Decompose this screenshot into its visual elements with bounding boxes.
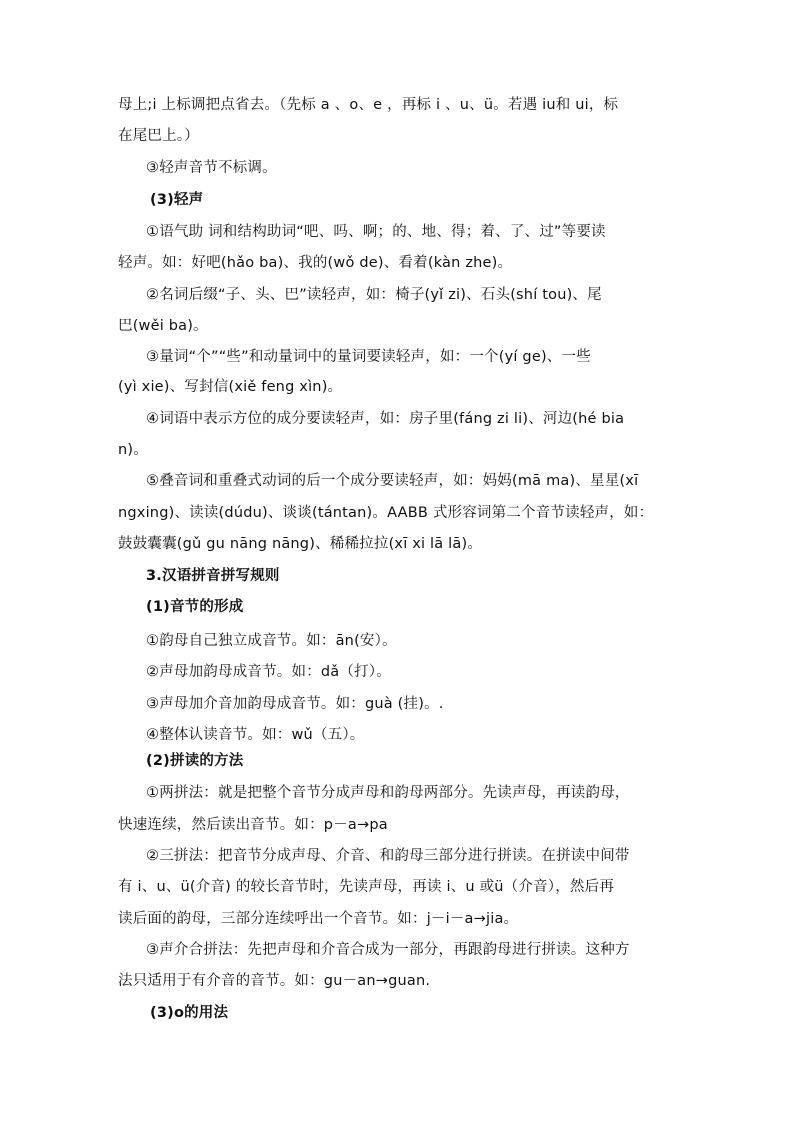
- text-line: ②名词后缀“子、头、巴”读轻声，如：椅子(yǐ zi)、石头(shí tou)、尾: [146, 287, 602, 303]
- text-line: ngxing)、读读(dúdu)、谈谈(tántan)。AABB 式形容词第二个音节读轻声，如：: [118, 505, 654, 521]
- text-line: 在尾巴上。）: [118, 128, 199, 144]
- text-line: 读后面的韵母，三部分连续呼出一个音节。如：j－i－a→jia。: [118, 911, 519, 927]
- text-line: ②三拼法：把音节分成声母、介音、和韵母三部分进行拼读。在拼读中间带: [146, 848, 630, 864]
- section-heading: (3)o的用法: [150, 1005, 229, 1021]
- text-line: ③声母加介音加韵母成音节。如：guà (挂)。.: [146, 696, 444, 712]
- text-line: 有 i、u、ü(介音) 的较长音节时，先读声母，再读 i、u 或ü（介音），然后再: [118, 879, 615, 895]
- text-line: ①两拼法：就是把整个音节分成声母和韵母两部分。先读声母，再读韵母，: [146, 785, 630, 801]
- text-line: ④整体认读音节。如：wǔ（五）。: [146, 727, 365, 743]
- text-line: n)。: [118, 442, 148, 458]
- section-heading: (2)拼读的方法: [146, 753, 244, 769]
- text-line: 鼓鼓囊囊(gǔ gu nāng nāng)、稀稀拉拉(xī xi lā lā)。: [118, 536, 483, 552]
- text-line: ①语气助 词和结构助词“吧、吗、啊；的、地、得；着、了、过”等要读: [146, 224, 606, 240]
- text-line: ⑤叠音词和重叠式动词的后一个成分要读轻声，如：妈妈(mā ma)、星星(xī: [146, 473, 639, 489]
- section-heading: 3.汉语拼音拼写规则: [146, 568, 280, 584]
- text-line: (yì xie)、写封信(xiě feng xìn)。: [118, 379, 343, 395]
- text-line: 快速连续，然后读出音节。如：p－a→pa: [118, 817, 388, 833]
- section-heading: (3)轻声: [150, 192, 204, 208]
- text-line: ③量词“个”“些”和动量词中的量词要读轻声，如：一个(yí ge)、一些: [146, 349, 591, 365]
- text-line: ②声母加韵母成音节。如：dǎ（打）。: [146, 664, 391, 680]
- text-line: 法只适用于有介音的音节。如：gu－an→guan.: [118, 973, 431, 989]
- text-line: 母上;i 上标调把点省去。（先标 a 、o、e ，再标 i 、u、ü。若遇 iu和 ui，标: [118, 97, 619, 113]
- text-line: ③轻声音节不标调。: [146, 160, 277, 176]
- text-line: ③声介合拼法：先把声母和介音合成为一部分，再跟韵母进行拼读。这种方: [146, 942, 630, 958]
- text-line: ①韵母自己独立成音节。如：ān(安）。: [146, 633, 397, 649]
- section-heading: (1)音节的形成: [146, 599, 244, 615]
- text-line: 巴(wěi ba)。: [118, 318, 208, 334]
- text-line: ④词语中表示方位的成分要读轻声，如：房子里(fáng zi li)、河边(hé bia: [146, 411, 625, 427]
- text-line: 轻声。如：好吧(hǎo ba)、我的(wǒ de)、看着(kàn zhe)。: [118, 255, 513, 271]
